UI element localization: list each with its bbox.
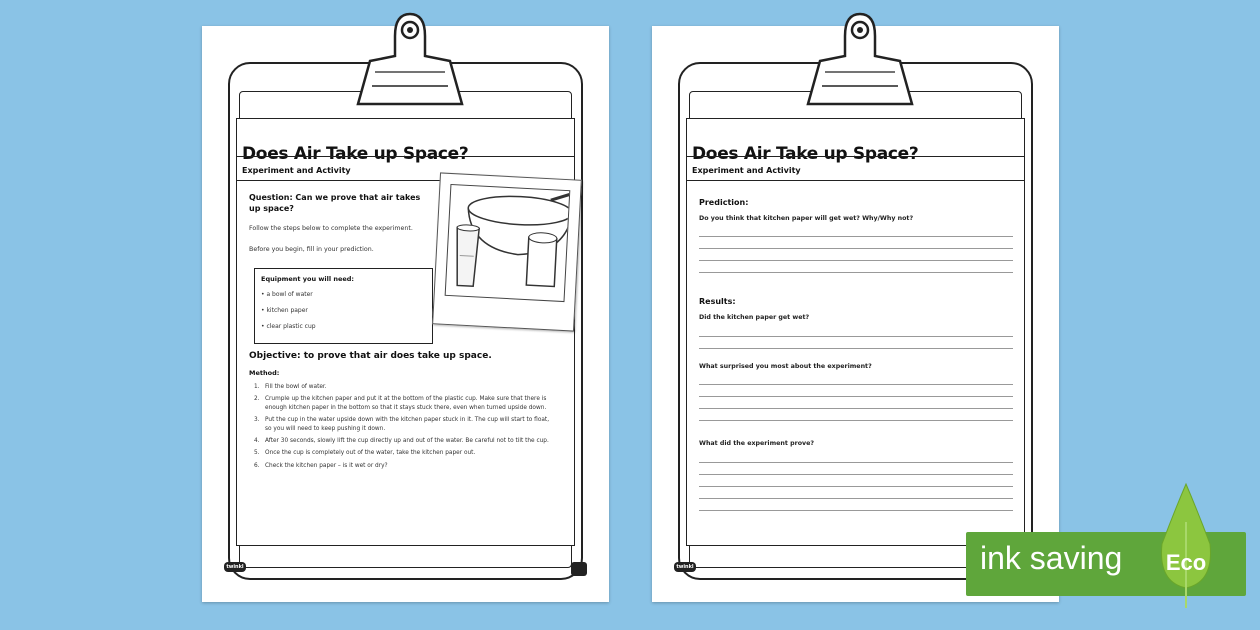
method-steps bbox=[254, 383, 554, 474]
method-step: 5. Once the cup is completely out of the water, take the kitchen paper out. bbox=[254, 450, 476, 457]
experiment-photo bbox=[432, 172, 582, 331]
results-question: What did the experiment prove? bbox=[699, 440, 815, 447]
clipboard-clip-icon bbox=[350, 6, 470, 106]
paper-sheet bbox=[686, 118, 1025, 546]
eco-leaf-icon bbox=[1158, 482, 1214, 610]
prediction-question: Do you think that kitchen paper will get wet? Why/Why not? bbox=[699, 215, 914, 222]
method-step: 2. Crumple up the kitchen paper and put it at the bottom of the plastic cup. Make sure that there is enough kitchen paper in the bottom so that it stays stuck there, even when turned upside down. bbox=[254, 396, 547, 411]
answer-line bbox=[699, 248, 1013, 249]
equipment-item: • kitchen paper bbox=[261, 307, 308, 314]
twinkl-logo: twinkl bbox=[224, 562, 246, 572]
answer-line bbox=[699, 384, 1013, 385]
answer-line bbox=[699, 498, 1013, 499]
equipment-item: • clear plastic cup bbox=[261, 323, 316, 330]
page-title: Does Air Take up Space? bbox=[692, 144, 919, 164]
answer-line bbox=[699, 272, 1013, 273]
prediction-heading: Prediction: bbox=[699, 198, 749, 207]
intro-text-2: Before you begin, fill in your prediction. bbox=[249, 246, 374, 253]
page-subtitle: Experiment and Activity bbox=[242, 166, 351, 175]
results-heading: Results: bbox=[699, 297, 736, 306]
twinkl-logo: twinkl bbox=[674, 562, 696, 572]
answer-line bbox=[699, 260, 1013, 261]
method-step: 3. Put the cup in the water upside down with the kitchen paper stuck in it. The cup will start to float, so you will need to keep pushing it down. bbox=[254, 417, 550, 432]
objective-text: Objective: to prove that air does take up space. bbox=[249, 351, 492, 361]
equipment-heading: Equipment you will need: bbox=[261, 275, 355, 283]
method-step: 4. After 30 seconds, slowly lift the cup directly up and out of the water. Be careful not to tilt the cup. bbox=[254, 438, 549, 445]
eco-label: Eco bbox=[1165, 550, 1207, 575]
clipboard-clip-icon bbox=[800, 6, 920, 106]
worksheet-page-left bbox=[202, 26, 609, 602]
answer-line bbox=[699, 474, 1013, 475]
answer-line bbox=[699, 336, 1013, 337]
equipment-item: • a bowl of water bbox=[261, 291, 313, 298]
answer-line bbox=[699, 462, 1013, 463]
answer-line bbox=[699, 348, 1013, 349]
footer-logo-icon bbox=[571, 562, 587, 576]
answer-line bbox=[699, 510, 1013, 511]
ink-saving-label: ink saving bbox=[980, 540, 1123, 576]
answer-line bbox=[699, 396, 1013, 397]
intro-text: Follow the steps below to complete the experiment. bbox=[249, 225, 413, 232]
method-step: 6. Check the kitchen paper – is it wet or dry? bbox=[254, 462, 388, 469]
bowl-cup-illustration-icon bbox=[446, 185, 570, 301]
answer-line bbox=[699, 408, 1013, 409]
results-question: Did the kitchen paper get wet? bbox=[699, 314, 810, 321]
page-title: Does Air Take up Space? bbox=[242, 144, 469, 164]
method-step: 1. Fill the bowl of water. bbox=[254, 384, 327, 390]
question-text: Question: Can we prove that air takes up space? bbox=[249, 193, 421, 213]
answer-line bbox=[699, 420, 1013, 421]
equipment-box bbox=[254, 268, 433, 344]
page-subtitle: Experiment and Activity bbox=[692, 166, 801, 175]
answer-line bbox=[699, 236, 1013, 237]
worksheet-page-right bbox=[652, 26, 1059, 602]
method-heading: Method: bbox=[249, 369, 280, 377]
answer-line bbox=[699, 486, 1013, 487]
results-question: What surprised you most about the experiment? bbox=[699, 363, 872, 370]
